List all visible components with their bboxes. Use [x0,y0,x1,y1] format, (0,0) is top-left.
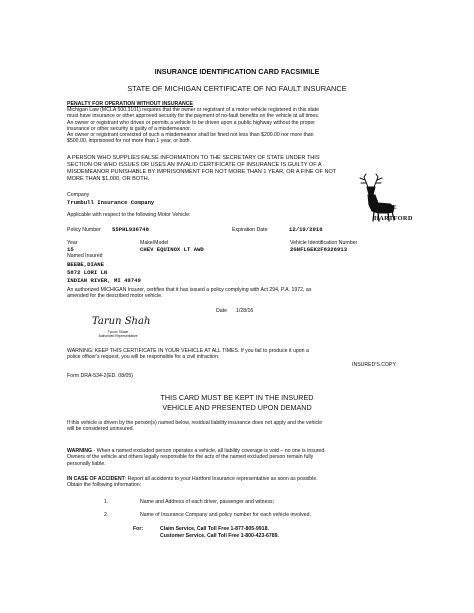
hartford-logo [348,173,412,231]
excluded-warning-line: - When a named excluded person operates a vehicle, all liability coverage is void – no one is insured. [92,448,326,454]
vin-label: Vehicle Identification Number [290,240,358,246]
keep-warning-line: police officer's request, you will be responsible for a civil infraction. [67,354,220,361]
accident-item-number: 2. [104,512,109,518]
document-title: INSURANCE IDENTIFICATION CARD FACSIMILE [154,67,320,76]
certification-line: An authorized MICHIGAN Insurer, certifies that it has issued a policy complying with Act 294, P.A. 1972, as [67,287,312,293]
date-label: Date [216,308,227,314]
form-number: Form DRA-534-2(ED. 08/05) [67,373,134,379]
document-subtitle: STATE OF MICHIGAN CERTIFICATE OF NO FAULT INSURANCE [127,84,347,93]
accident-item-text: Name and Address of each driver, passenger and witness; [140,499,275,505]
keep-warning-line: WARNING: KEEP THIS CERTIFICATE IN YOUR VEHICLE AT ALL TIMES. If you fail to produce it upon a [67,348,309,354]
driven-by-line: will be considered uninsured. [67,426,134,433]
accident-text [67,476,318,489]
company-name: Trumbull Insurance Company [67,199,155,206]
insureds-copy-label: INSURED'S COPY [352,362,396,368]
must-keep-line: THIS CARD MUST BE KEPT IN THE INSURED [160,393,314,402]
excluded-warning-label: WARNING [67,448,93,454]
make-model-label: Make/Model [140,240,169,246]
penalty-line: $500.00, imprisoned for not more than 1 year, or both. [67,138,191,145]
insured-address-line: 5872 LORI LN [67,269,108,276]
false-info-text [67,155,336,183]
false-info-line: MORE THAN $1,000, OR BOTH. [67,175,150,182]
customer-service: Customer Service, Call Toll Free 1-800-423-6789. [160,533,279,539]
insured-address-line: INDIAN RIVER, MI 49749 [67,277,141,284]
signer-title: Authorized Representative [98,334,138,339]
driven-by-line: If this vehicle is driven by the person(s) named below, residual liability insurance does not apply and the vehicle [67,420,323,426]
accident-item-text: Name of Insurance Company and policy number for each vehicle involved. [140,512,311,518]
excluded-warning-text [67,448,326,467]
keep-warning-text [67,348,309,361]
named-insured-label: Named Insured [67,253,103,259]
must-keep-line: VEHICLE AND PRESENTED UPON DEMAND [162,402,312,412]
named-insured-block [67,261,141,285]
penalty-line: An owner or registrant who drives or permits a vehicle to be driven upon a public highway without the proper [67,119,315,126]
logo-the: THE [384,205,397,211]
policy-number-label: Policy Number [67,227,101,233]
date-value: 1/28/16 [236,308,254,314]
signer-name: Tyrone Shade [107,330,129,334]
excluded-warning-line: personally liable. [67,460,106,467]
stag-icon [348,173,412,231]
accident-label: IN CASE OF ACCIDENT [67,476,125,482]
company-label: Company [67,192,90,198]
signature-caption [96,330,140,338]
year-label: Year [67,240,78,246]
claim-service: Claim Service, Call Toll Free 1-877-805-9918. [160,526,269,532]
penalty-heading: PENALTY FOR OPERATION WITHOUT INSURANCE [67,101,193,107]
excluded-warning-line: Owners of the vehicle and others legally responsible for the acts of the named excluded person remain fully [67,454,314,461]
penalty-line: insurance or other security is guilty of a misdemeanor. [67,125,191,132]
expiration-label: Expiration Date [232,227,268,233]
vin-value: 2GNFLGEK2F6326913 [290,246,348,253]
policy-number-value: 55PHL936748 [112,226,149,233]
penalty-line: must have insurance or other approved security for the payment of no-fault benefits on the vehicle at all times. [67,113,320,120]
penalty-line: Michigan Law (MCLA 500.3101) requires that the owner or registrant of a motor vehicle registered in this state [67,107,320,113]
penalty-line: An owner or registrant convicted of such a misdemeanor shall be fined not less than $200.00 nor more than [67,132,314,139]
accident-item-number: 1. [104,499,109,505]
accident-line: : Report all accidents to your Hartford Insurance representative as soon as possible. [124,476,318,482]
logo-name: HARTFORD [374,215,413,222]
year-value: 15 [67,246,74,253]
false-info-line: SECTION OR WHO ISSUES OR USES AN INVALID CERTIFICATE OF INSURANCE IS GUILTY OF A [67,161,322,168]
penalty-text [67,107,319,145]
certification-line: amended for the described motor vehicle. [67,293,163,300]
accident-line: Obtain the following information: [67,482,142,489]
for-label: For: [133,526,144,532]
certification-text [67,287,311,300]
must-keep-heading [0,393,474,413]
signature: Tarun Shah [92,316,151,327]
make-model-value: CHEV EQUINOX LT AWD [140,246,204,253]
false-info-line: A PERSON WHO SUPPLIES FALSE INFORMATION TO THE SECRETARY OF STATE UNDER THIS [67,155,320,161]
expiration-value: 12/19/2016 [289,226,323,233]
insured-name: BEEBE,DIANE [67,261,104,268]
driven-by-text [67,420,322,433]
false-info-line: MISDEMEANOR PUNISHABLE BY IMPRISONMENT FOR NOT MORE THAN 1 YEAR, OR A FINE OF NOT [67,168,337,175]
applicable-text: Applicable with respect to the following Motor Vehicle: [67,212,191,218]
